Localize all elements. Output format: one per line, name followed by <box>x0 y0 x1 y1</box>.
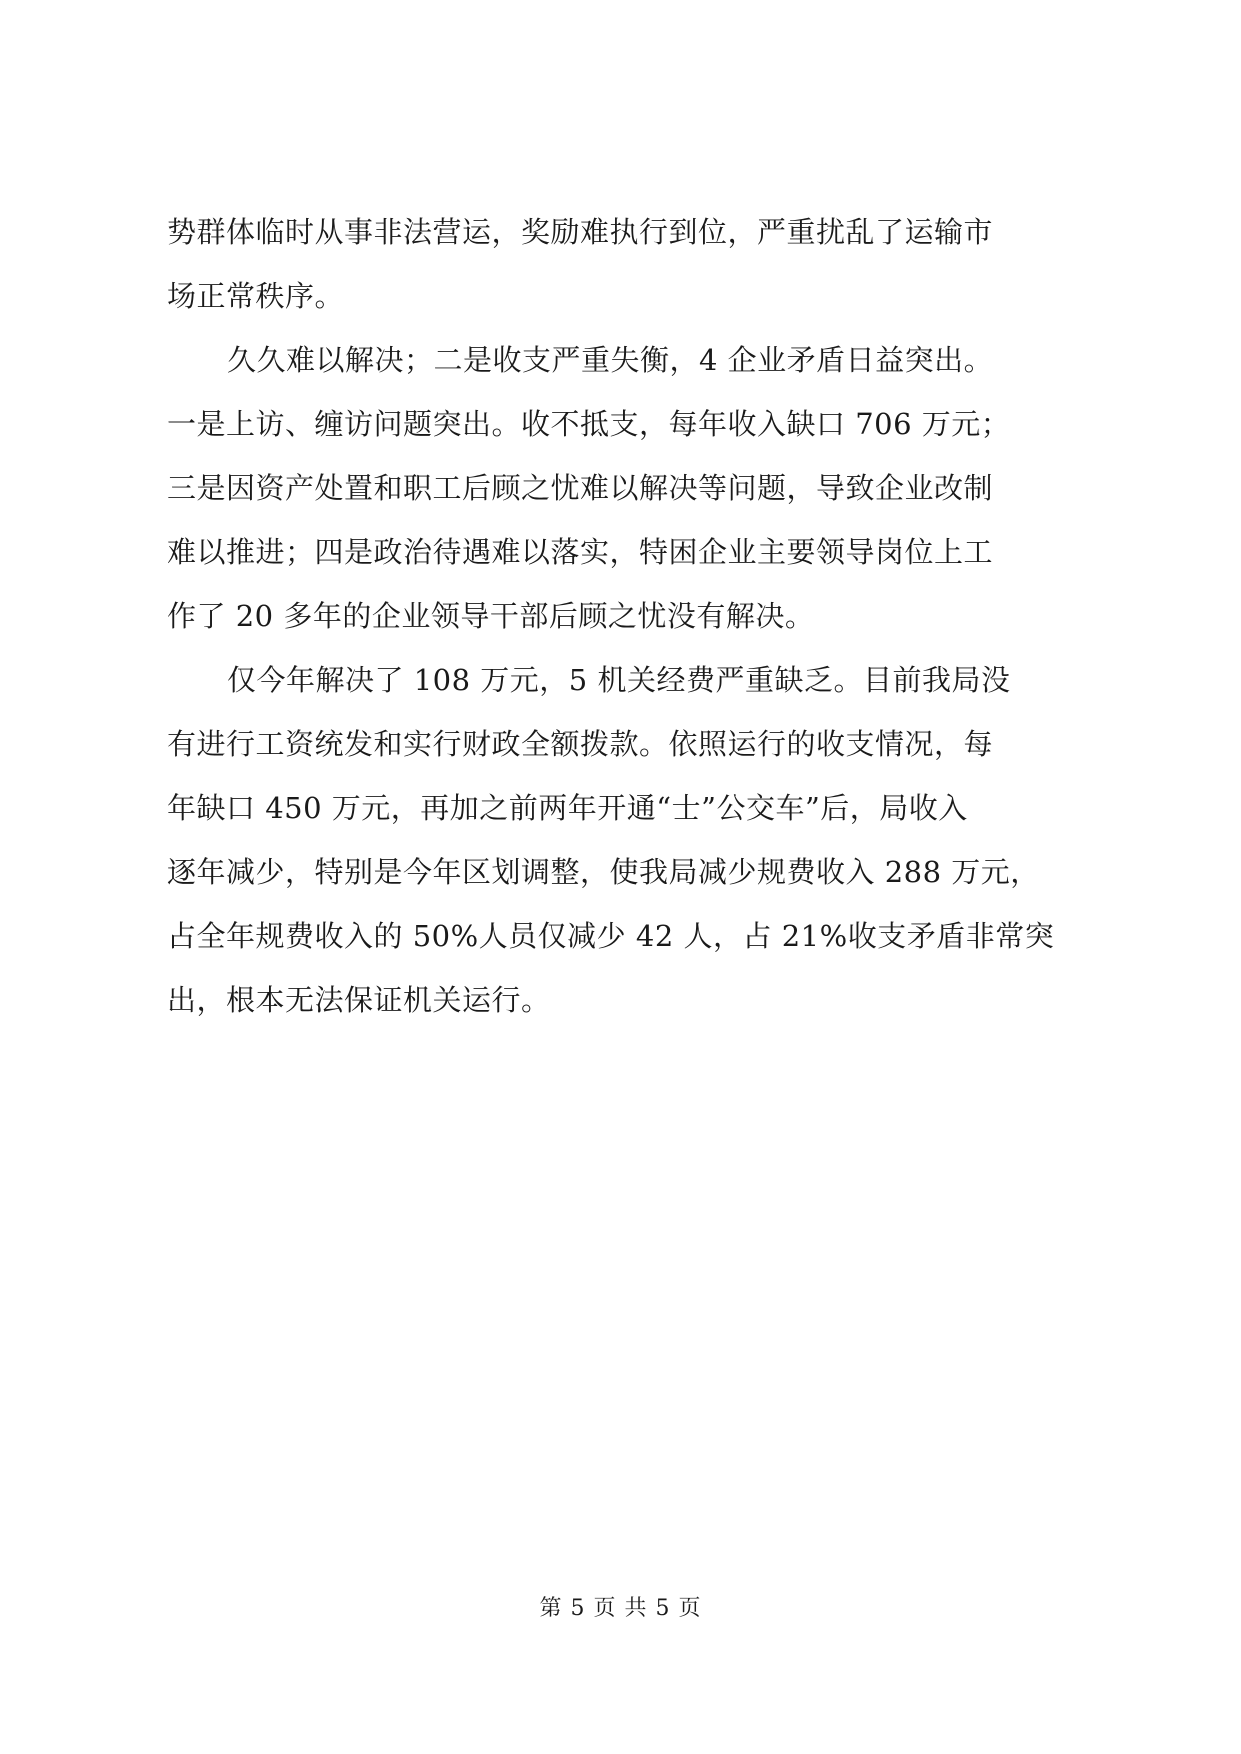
paragraph-3-line-1: 仅今年解决了 108 万元，5 机关经费严重缺乏。目前我局没 <box>227 663 1011 697</box>
paragraph-3-line-3: 年缺口 450 万元，再加之前两年开通“士”公交车”后，局收入 <box>167 791 968 825</box>
page-number-label: 第 5 页 共 5 页 <box>539 1596 702 1621</box>
paragraph-3-line-6: 出，根本无法保证机关运行。 <box>167 983 551 1017</box>
paragraph-3-line-4: 逐年减少，特别是今年区划调整，使我局减少规费收入 288 万元， <box>167 855 1040 889</box>
paragraph-3-line-2: 有进行工资统发和实行财政全额拨款。依照运行的收支情况，每 <box>167 727 994 761</box>
page-footer <box>0 1593 1241 1625</box>
paragraph-1-line-1: 势群体临时从事非法营运，奖励难执行到位，严重扰乱了运输市 <box>167 215 994 249</box>
paragraph-2-line-5: 作了 20 多年的企业领导干部后顾之忧没有解决。 <box>167 599 815 633</box>
paragraph-2-line-1: 久久难以解决；二是收支严重失衡，4 企业矛盾日益突出。 <box>227 343 994 377</box>
document-body <box>167 200 1087 1032</box>
paragraph-2-line-4: 难以推进；四是政治待遇难以落实，特困企业主要领导岗位上工 <box>167 535 994 569</box>
paragraph-2-line-3: 三是因资产处置和职工后顾之忧难以解决等问题，导致企业改制 <box>167 471 994 505</box>
paragraph-1-line-2: 场正常秩序。 <box>167 279 345 313</box>
paragraph-2-line-2: 一是上访、缠访问题突出。收不抵支，每年收入缺口 706 万元； <box>167 407 1011 441</box>
paragraph-3-line-5: 占全年规费收入的 50%人员仅减少 42 人，占 21%收支矛盾非常突 <box>167 919 1055 953</box>
